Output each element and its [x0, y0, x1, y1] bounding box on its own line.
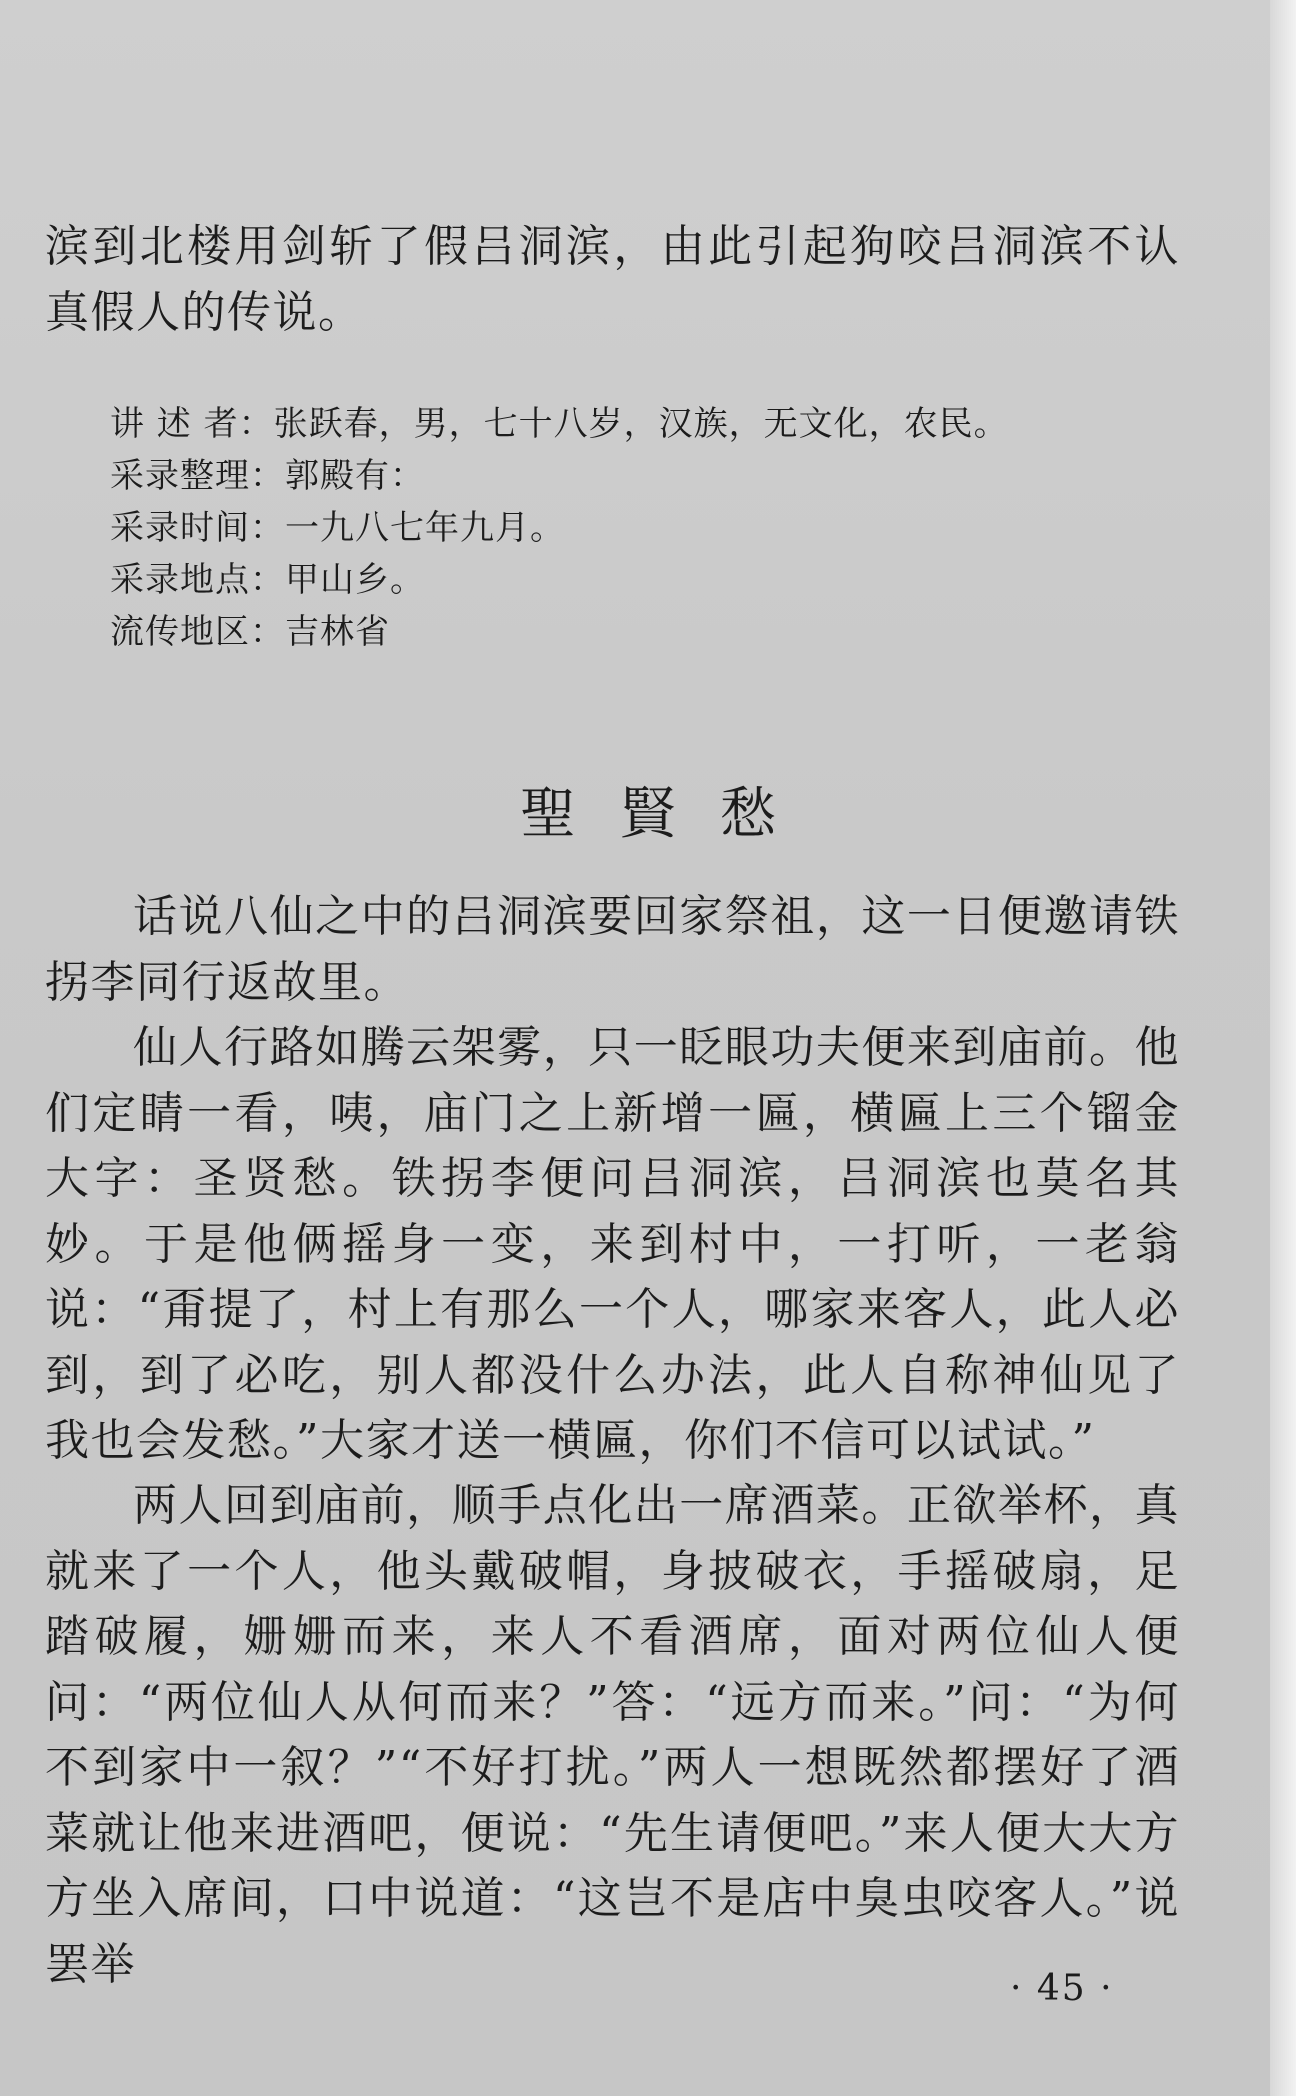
- record-time-line: 采录时间：一九八七年九月。: [110, 508, 565, 548]
- narrator-line: 讲 述 者：张跃春，男，七十八岁，汉族，无文化，农民。: [110, 404, 1009, 444]
- paragraph-continuation: 滨到北楼用剑斩了假吕洞滨，由此引起狗咬吕洞滨不认真假人的传说。: [45, 221, 1180, 338]
- collection-info: [110, 398, 1009, 658]
- spread-region-line: 流传地区：吉林省: [110, 612, 390, 652]
- record-place-line: 采录地点：甲山乡。: [110, 560, 425, 600]
- page-number: · 45 ·: [1010, 1968, 1114, 2009]
- paragraph-1: 话说八仙之中的吕洞滨要回家祭祖，这一日便邀请铁拐李同行返故里。: [45, 891, 1180, 1008]
- paragraph-2: 仙人行路如腾云架雾，只一眨眼功夫便来到庙前。他们定睛一看，咦，庙门之上新增一匾，横匾上三个镏金大字：圣贤愁。铁拐李便问吕洞滨，吕洞滨也莫名其妙。于是他俩摇身一变，来到村中，一打听，一老翁说：“甭提了，村上有那么一个人，哪家来客人，此人必到，到了必吃，别人都没什么办法，此人自称神仙见了我也会发愁。”大家才送一横匾，你们不信可以试试。”: [45, 1022, 1180, 1466]
- page-edge: [1270, 0, 1296, 2096]
- paragraph-3: 两人回到庙前，顺手点化出一席酒菜。正欲举杯，真就来了一个人，他头戴破帽，身披破衣，手摇破扇，足踏破履，姗姗而来，来人不看酒席，面对两位仙人便问：“两位仙人从何而来？”答：“远方而来。”问：“为何不到家中一叙？”“不好打扰。”两人一想既然都摆好了酒菜就让他来进酒吧，便说：“先生请便吧。”来人便大大方方坐入席间，口中说道：“这岂不是店中臭虫咬客人。”说罢举: [45, 1480, 1180, 1990]
- recorder-line: 采录整理：郭殿有：: [110, 456, 425, 496]
- story-title: 聖賢愁: [520, 782, 820, 847]
